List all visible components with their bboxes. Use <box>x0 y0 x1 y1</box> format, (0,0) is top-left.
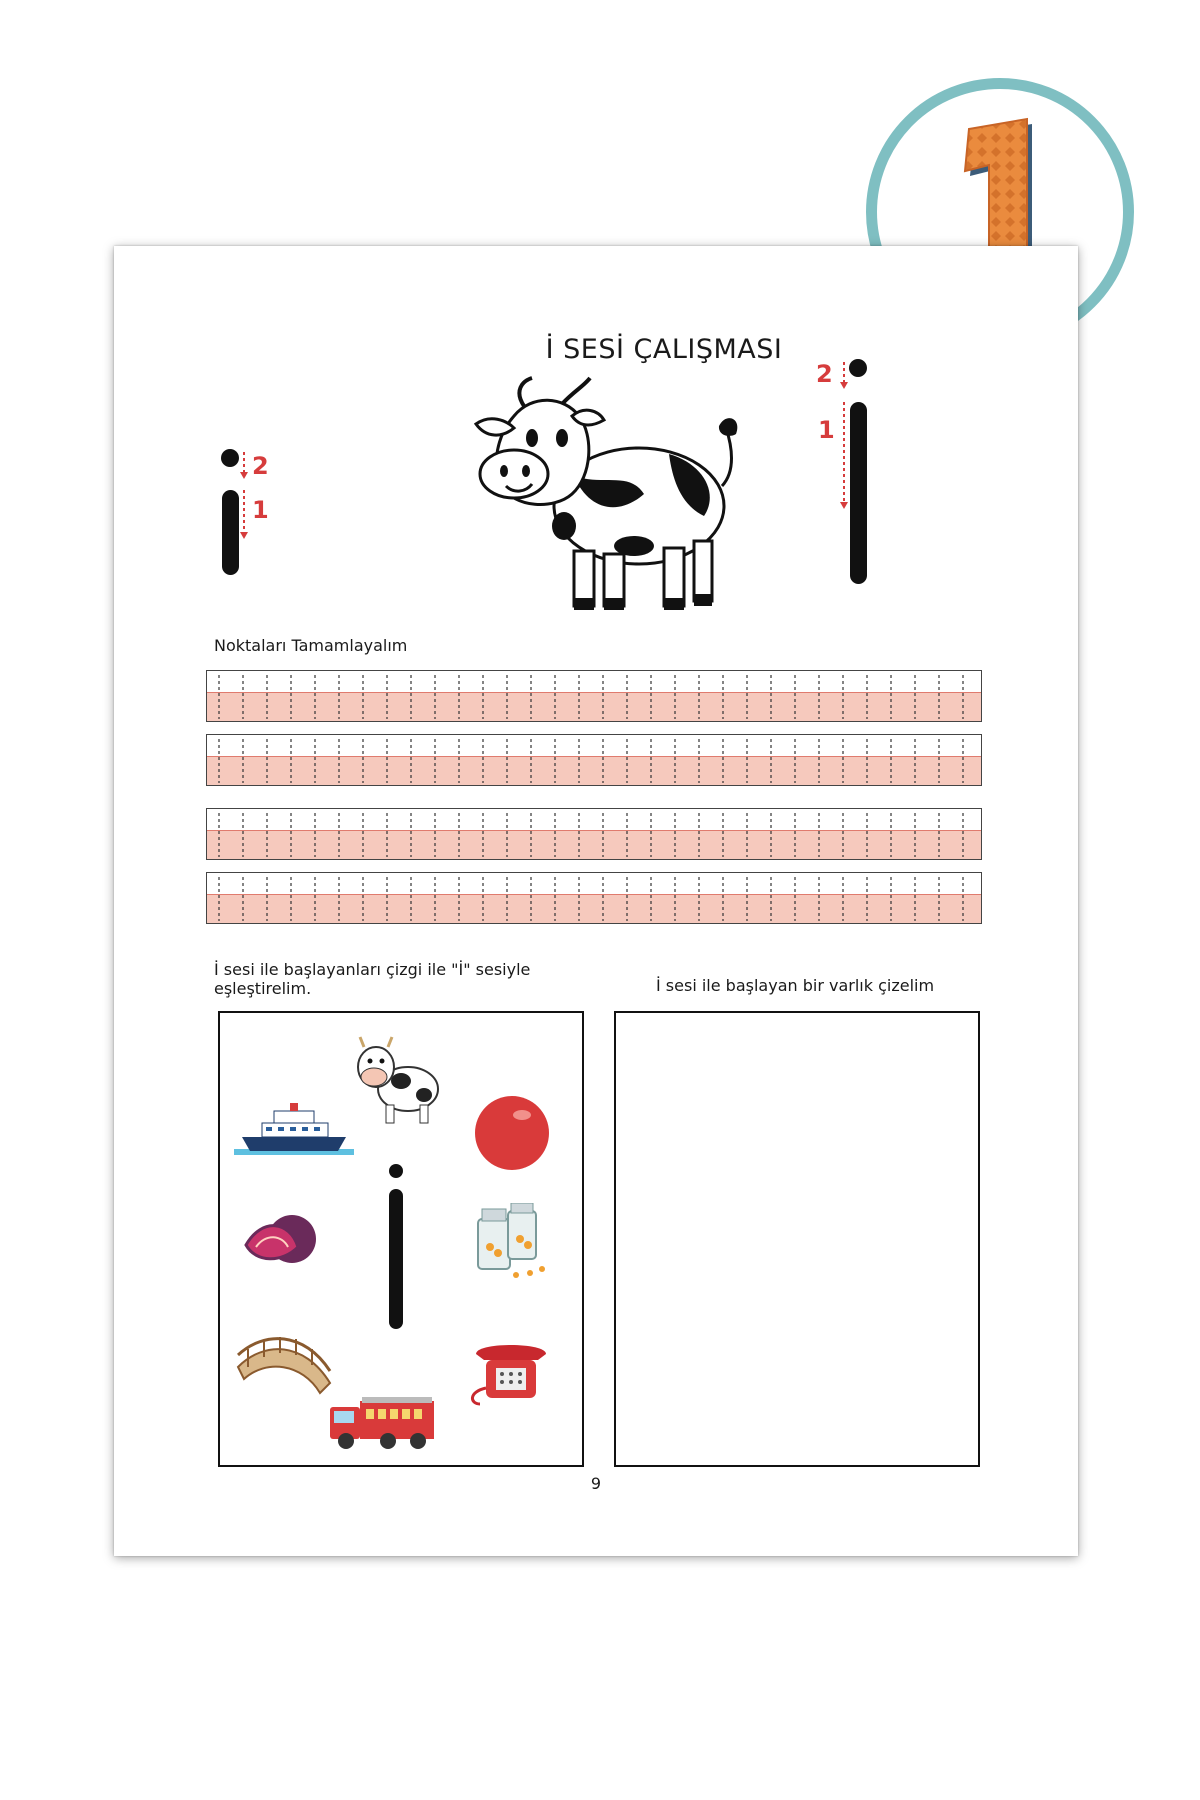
medicine-icon[interactable] <box>470 1203 560 1293</box>
lowercase-step-1: 1 <box>252 496 269 524</box>
dotted-guide-lines <box>207 671 983 723</box>
matching-box[interactable] <box>218 1011 584 1467</box>
practice-row[interactable] <box>206 734 982 786</box>
practice-row[interactable] <box>206 872 982 924</box>
practice-row[interactable] <box>206 808 982 860</box>
draw-instruction: İ sesi ile başlayan bir varlık çizelim <box>656 976 935 995</box>
fire-truck-icon[interactable] <box>328 1393 438 1453</box>
cow-icon <box>414 376 754 626</box>
dotted-guide-lines <box>207 809 983 861</box>
cow-icon[interactable] <box>346 1029 446 1129</box>
uppercase-step-1: 1 <box>818 416 835 444</box>
fig-icon[interactable] <box>242 1203 322 1273</box>
telephone-icon[interactable] <box>466 1338 556 1408</box>
dotted-guide-lines <box>207 873 983 925</box>
bridge-icon[interactable] <box>234 1333 334 1403</box>
page-title: İ SESİ ÇALIŞMASI <box>545 334 783 365</box>
cow-illustration <box>414 376 754 626</box>
lowercase-step-2: 2 <box>252 452 269 480</box>
drawing-box[interactable] <box>614 1011 980 1467</box>
letter-i-icon <box>386 1163 406 1333</box>
practice-row[interactable] <box>206 670 982 722</box>
match-instruction: İ sesi ile başlayanları çizgi ile "İ" sesiyle eşleştirelim. <box>214 960 531 998</box>
ship-icon[interactable] <box>234 1099 354 1159</box>
ball-icon[interactable] <box>472 1093 552 1173</box>
uppercase-step-2: 2 <box>816 360 833 388</box>
worksheet-page <box>114 246 1078 1556</box>
practice-label: Noktaları Tamamlayalım <box>214 636 408 655</box>
dotted-guide-lines <box>207 735 983 787</box>
page-number: 9 <box>590 1474 602 1493</box>
lowercase-letter-guide <box>214 446 294 606</box>
uppercase-letter-guide <box>804 356 884 606</box>
uppercase-i-stroke-guide-icon <box>804 356 884 606</box>
